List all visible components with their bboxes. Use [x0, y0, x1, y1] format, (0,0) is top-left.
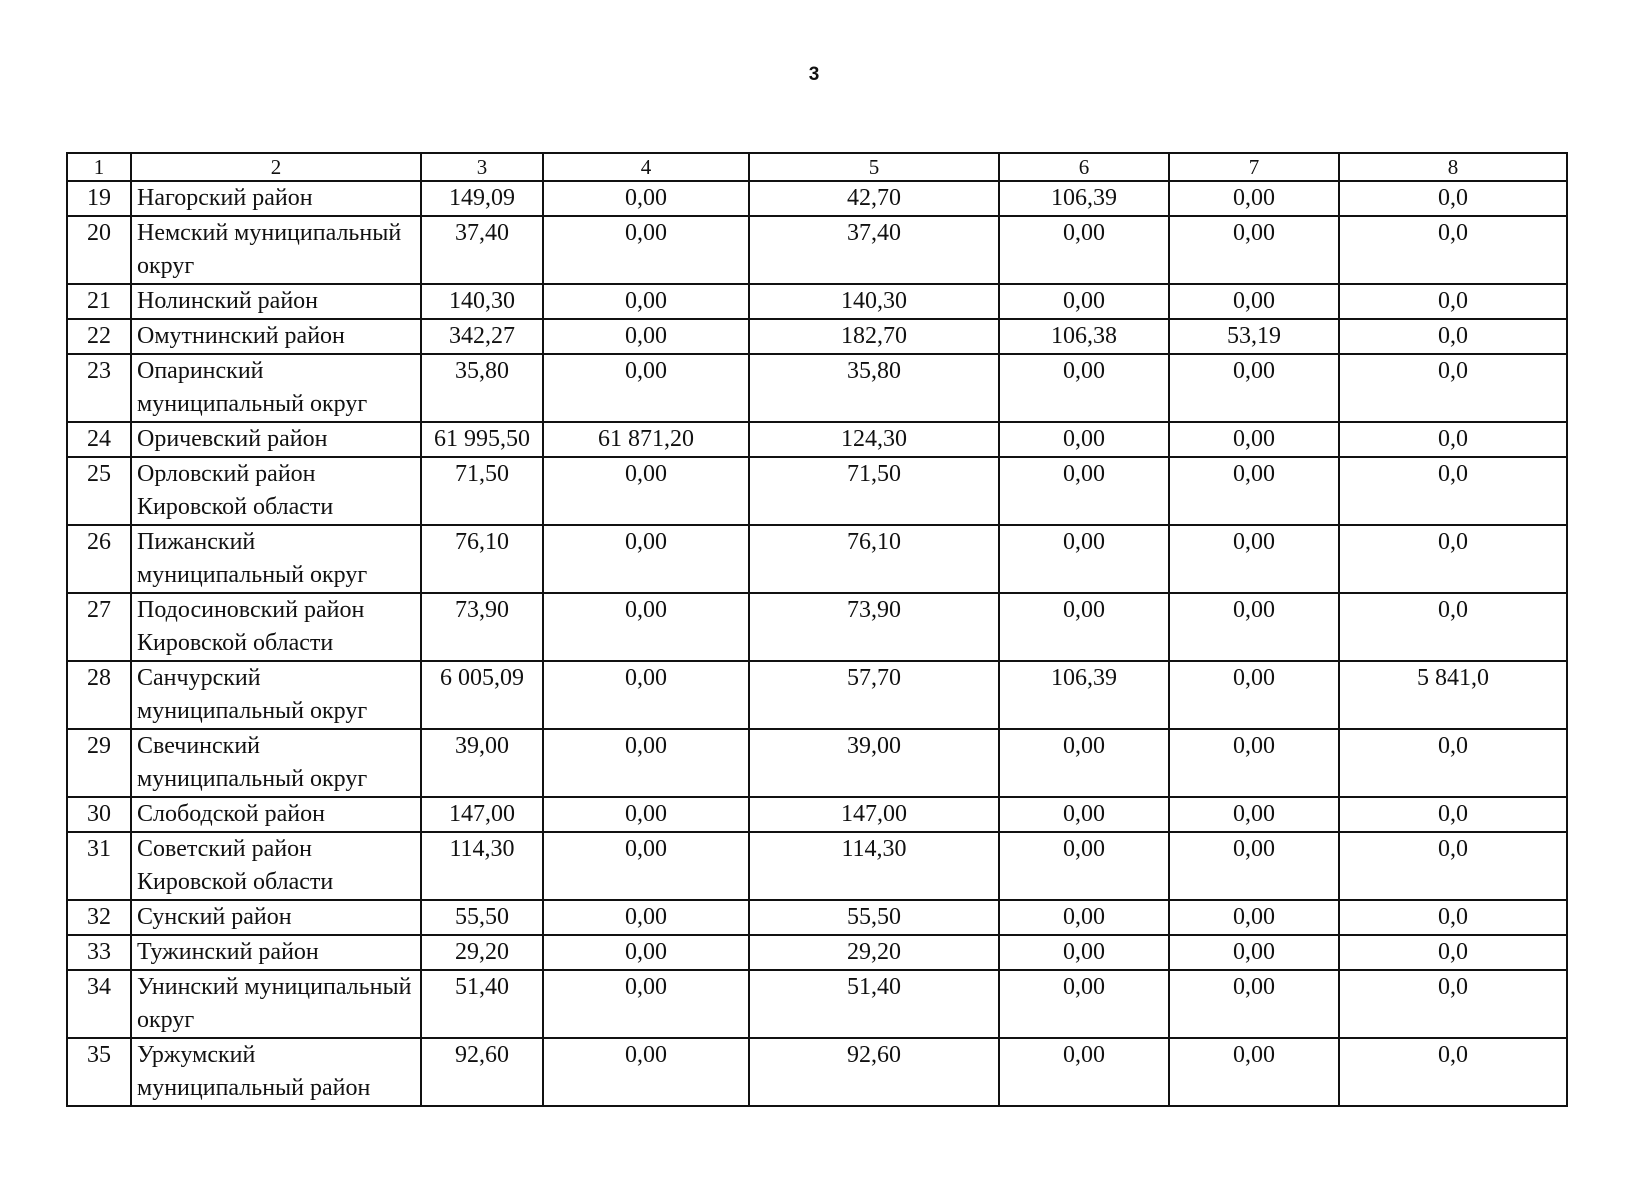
value-cell-c7: 53,19: [1169, 319, 1339, 354]
value-cell-c3: 114,30: [421, 832, 543, 900]
value-cell-c3: 39,00: [421, 729, 543, 797]
value-cell-c8: 0,0: [1339, 1038, 1567, 1106]
value-cell-c7: 0,00: [1169, 422, 1339, 457]
value-cell-c6: 0,00: [999, 422, 1169, 457]
value-cell-c3: 149,09: [421, 181, 543, 216]
value-cell-c3: 76,10: [421, 525, 543, 593]
district-name-cell: Орловский район Кировской области: [131, 457, 421, 525]
value-cell-c6: 0,00: [999, 900, 1169, 935]
table-row: [67, 354, 1567, 422]
district-name-cell: Уржумский муниципальный район: [131, 1038, 421, 1106]
value-cell-c7: 0,00: [1169, 729, 1339, 797]
value-cell-c6: 0,00: [999, 354, 1169, 422]
district-name-cell: Свечинский муниципальный округ: [131, 729, 421, 797]
value-cell-c5: 55,50: [749, 900, 999, 935]
value-cell-c3: 51,40: [421, 970, 543, 1038]
column-header: 2: [131, 153, 421, 181]
table-body: [67, 181, 1567, 1106]
value-cell-c8: 0,0: [1339, 181, 1567, 216]
column-number-row: [67, 153, 1567, 181]
value-cell-c3: 55,50: [421, 900, 543, 935]
table-row: [67, 935, 1567, 970]
table-row: [67, 284, 1567, 319]
value-cell-c4: 0,00: [543, 216, 749, 284]
value-cell-c8: 0,0: [1339, 935, 1567, 970]
value-cell-c5: 29,20: [749, 935, 999, 970]
value-cell-c8: 0,0: [1339, 970, 1567, 1038]
column-header: 7: [1169, 153, 1339, 181]
value-cell-c8: 0,0: [1339, 797, 1567, 832]
value-cell-c3: 29,20: [421, 935, 543, 970]
district-name-cell: Советский район Кировской области: [131, 832, 421, 900]
value-cell-c3: 71,50: [421, 457, 543, 525]
row-number-cell: 32: [67, 900, 131, 935]
value-cell-c3: 6 005,09: [421, 661, 543, 729]
value-cell-c5: 147,00: [749, 797, 999, 832]
column-header: 1: [67, 153, 131, 181]
value-cell-c8: 0,0: [1339, 319, 1567, 354]
table-row: [67, 1038, 1567, 1106]
district-name-cell: Подосиновский район Кировской области: [131, 593, 421, 661]
value-cell-c4: 0,00: [543, 1038, 749, 1106]
value-cell-c4: 0,00: [543, 832, 749, 900]
district-name-cell: Нолинский район: [131, 284, 421, 319]
value-cell-c6: 0,00: [999, 935, 1169, 970]
value-cell-c5: 37,40: [749, 216, 999, 284]
value-cell-c7: 0,00: [1169, 832, 1339, 900]
data-table: [66, 152, 1568, 1107]
value-cell-c6: 0,00: [999, 593, 1169, 661]
value-cell-c3: 140,30: [421, 284, 543, 319]
value-cell-c5: 42,70: [749, 181, 999, 216]
value-cell-c7: 0,00: [1169, 661, 1339, 729]
value-cell-c5: 182,70: [749, 319, 999, 354]
value-cell-c7: 0,00: [1169, 216, 1339, 284]
value-cell-c5: 114,30: [749, 832, 999, 900]
value-cell-c3: 147,00: [421, 797, 543, 832]
value-cell-c5: 140,30: [749, 284, 999, 319]
value-cell-c6: 0,00: [999, 525, 1169, 593]
value-cell-c7: 0,00: [1169, 284, 1339, 319]
column-header: 4: [543, 153, 749, 181]
district-name-cell: Опаринский муниципальный округ: [131, 354, 421, 422]
value-cell-c5: 57,70: [749, 661, 999, 729]
district-name-cell: Омутнинский район: [131, 319, 421, 354]
row-number-cell: 24: [67, 422, 131, 457]
row-number-cell: 25: [67, 457, 131, 525]
value-cell-c8: 5 841,0: [1339, 661, 1567, 729]
column-header: 5: [749, 153, 999, 181]
value-cell-c6: 0,00: [999, 216, 1169, 284]
row-number-cell: 21: [67, 284, 131, 319]
value-cell-c8: 0,0: [1339, 593, 1567, 661]
row-number-cell: 20: [67, 216, 131, 284]
value-cell-c3: 37,40: [421, 216, 543, 284]
row-number-cell: 30: [67, 797, 131, 832]
table-row: [67, 593, 1567, 661]
value-cell-c4: 0,00: [543, 525, 749, 593]
district-name-cell: Санчурский муниципальный округ: [131, 661, 421, 729]
value-cell-c5: 92,60: [749, 1038, 999, 1106]
district-name-cell: Нагорский район: [131, 181, 421, 216]
table-row: [67, 457, 1567, 525]
value-cell-c8: 0,0: [1339, 354, 1567, 422]
value-cell-c5: 51,40: [749, 970, 999, 1038]
value-cell-c7: 0,00: [1169, 181, 1339, 216]
value-cell-c3: 73,90: [421, 593, 543, 661]
district-name-cell: Сунский район: [131, 900, 421, 935]
column-header: 8: [1339, 153, 1567, 181]
row-number-cell: 31: [67, 832, 131, 900]
value-cell-c7: 0,00: [1169, 797, 1339, 832]
value-cell-c7: 0,00: [1169, 354, 1339, 422]
table-row: [67, 319, 1567, 354]
value-cell-c8: 0,0: [1339, 284, 1567, 319]
value-cell-c4: 0,00: [543, 354, 749, 422]
table-row: [67, 216, 1567, 284]
value-cell-c5: 35,80: [749, 354, 999, 422]
value-cell-c8: 0,0: [1339, 729, 1567, 797]
value-cell-c4: 0,00: [543, 729, 749, 797]
district-name-cell: Слободской район: [131, 797, 421, 832]
row-number-cell: 28: [67, 661, 131, 729]
table-row: [67, 661, 1567, 729]
table-row: [67, 525, 1567, 593]
district-name-cell: Тужинский район: [131, 935, 421, 970]
district-name-cell: Пижанский муниципальный округ: [131, 525, 421, 593]
value-cell-c4: 0,00: [543, 797, 749, 832]
value-cell-c8: 0,0: [1339, 525, 1567, 593]
value-cell-c4: 0,00: [543, 661, 749, 729]
table-row: [67, 729, 1567, 797]
value-cell-c6: 0,00: [999, 797, 1169, 832]
value-cell-c6: 106,39: [999, 661, 1169, 729]
value-cell-c4: 0,00: [543, 900, 749, 935]
page-number: 3: [808, 64, 820, 85]
value-cell-c4: 0,00: [543, 935, 749, 970]
row-number-cell: 34: [67, 970, 131, 1038]
column-header: 3: [421, 153, 543, 181]
value-cell-c6: 0,00: [999, 832, 1169, 900]
value-cell-c5: 39,00: [749, 729, 999, 797]
value-cell-c4: 0,00: [543, 319, 749, 354]
value-cell-c7: 0,00: [1169, 900, 1339, 935]
value-cell-c6: 0,00: [999, 970, 1169, 1038]
table-row: [67, 832, 1567, 900]
value-cell-c8: 0,0: [1339, 422, 1567, 457]
value-cell-c8: 0,0: [1339, 832, 1567, 900]
value-cell-c7: 0,00: [1169, 457, 1339, 525]
value-cell-c6: 106,38: [999, 319, 1169, 354]
district-name-cell: Немский муниципальный округ: [131, 216, 421, 284]
value-cell-c8: 0,0: [1339, 216, 1567, 284]
row-number-cell: 23: [67, 354, 131, 422]
value-cell-c8: 0,0: [1339, 900, 1567, 935]
value-cell-c6: 0,00: [999, 284, 1169, 319]
value-cell-c7: 0,00: [1169, 593, 1339, 661]
row-number-cell: 35: [67, 1038, 131, 1106]
row-number-cell: 19: [67, 181, 131, 216]
value-cell-c8: 0,0: [1339, 457, 1567, 525]
row-number-cell: 27: [67, 593, 131, 661]
table-row: [67, 970, 1567, 1038]
row-number-cell: 33: [67, 935, 131, 970]
value-cell-c5: 71,50: [749, 457, 999, 525]
row-number-cell: 26: [67, 525, 131, 593]
row-number-cell: 22: [67, 319, 131, 354]
value-cell-c6: 0,00: [999, 1038, 1169, 1106]
value-cell-c7: 0,00: [1169, 1038, 1339, 1106]
district-name-cell: Оричевский район: [131, 422, 421, 457]
value-cell-c4: 0,00: [543, 181, 749, 216]
value-cell-c7: 0,00: [1169, 525, 1339, 593]
value-cell-c4: 0,00: [543, 284, 749, 319]
table-row: [67, 900, 1567, 935]
value-cell-c3: 35,80: [421, 354, 543, 422]
value-cell-c6: 0,00: [999, 729, 1169, 797]
table-row: [67, 422, 1567, 457]
value-cell-c3: 92,60: [421, 1038, 543, 1106]
value-cell-c5: 76,10: [749, 525, 999, 593]
value-cell-c5: 73,90: [749, 593, 999, 661]
value-cell-c4: 0,00: [543, 593, 749, 661]
value-cell-c3: 61 995,50: [421, 422, 543, 457]
table-row: [67, 181, 1567, 216]
row-number-cell: 29: [67, 729, 131, 797]
value-cell-c3: 342,27: [421, 319, 543, 354]
value-cell-c7: 0,00: [1169, 935, 1339, 970]
value-cell-c4: 0,00: [543, 457, 749, 525]
column-header: 6: [999, 153, 1169, 181]
value-cell-c6: 106,39: [999, 181, 1169, 216]
value-cell-c6: 0,00: [999, 457, 1169, 525]
table-row: [67, 797, 1567, 832]
district-name-cell: Унинский муниципальный округ: [131, 970, 421, 1038]
value-cell-c7: 0,00: [1169, 970, 1339, 1038]
value-cell-c4: 0,00: [543, 970, 749, 1038]
value-cell-c5: 124,30: [749, 422, 999, 457]
value-cell-c4: 61 871,20: [543, 422, 749, 457]
